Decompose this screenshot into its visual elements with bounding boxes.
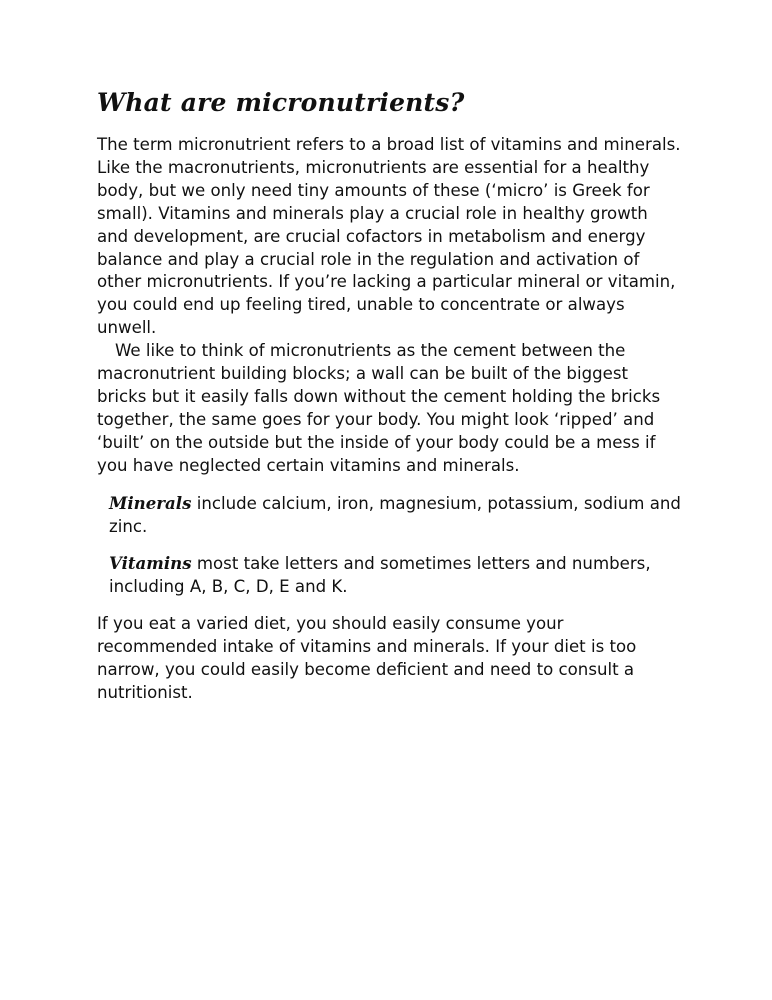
vitamins-description: most take letters and sometimes letters and numbers, including A, B, C, D, E and K. <box>109 554 651 597</box>
section-heading: What are micronutrients? <box>97 88 465 117</box>
list-item-vitamins <box>109 552 682 599</box>
nutrient-list <box>109 492 682 600</box>
cement-paragraph: We like to think of micronutrients as the cement between the macronutrient building blocks; a wall can be built of the biggest bricks but it easily falls down without the cement holding the bricks together, the same goes for your body. You might look ‘ripped’ and ‘built’ on the outside but the inside of your body could be a mess if you have neglected certain vitamins and minerals. <box>97 341 661 475</box>
term-vitamins: Vitamins <box>109 553 192 574</box>
list-item-minerals <box>109 492 682 539</box>
closing-paragraph: If you eat a varied diet, you should easily consume your recommended intake of vitamins and minerals. If your diet is too narrow, you could easily become deficient and need to consult a nutritionist. <box>97 614 637 702</box>
term-minerals: Minerals <box>109 492 192 513</box>
intro-paragraph: The term micronutrient refers to a broad list of vitamins and minerals. Like the macronutrients, micronutrients are essential for a healthy body, but we only need tiny amounts of these (‘micro’ is Greek for small). Vitamins and minerals play a crucial role in healthy growth and development, are crucial cofactors in metabolism and energy balance and play a crucial role in the regulation and activation of other micronutrients. If you’re lacking a particular mineral or vitamin, you could end up feeling tired, unable to concentrate or always unwell. <box>97 135 681 338</box>
document-page <box>97 88 682 705</box>
minerals-description: include calcium, iron, magnesium, potassium, sodium and zinc. <box>109 493 681 536</box>
